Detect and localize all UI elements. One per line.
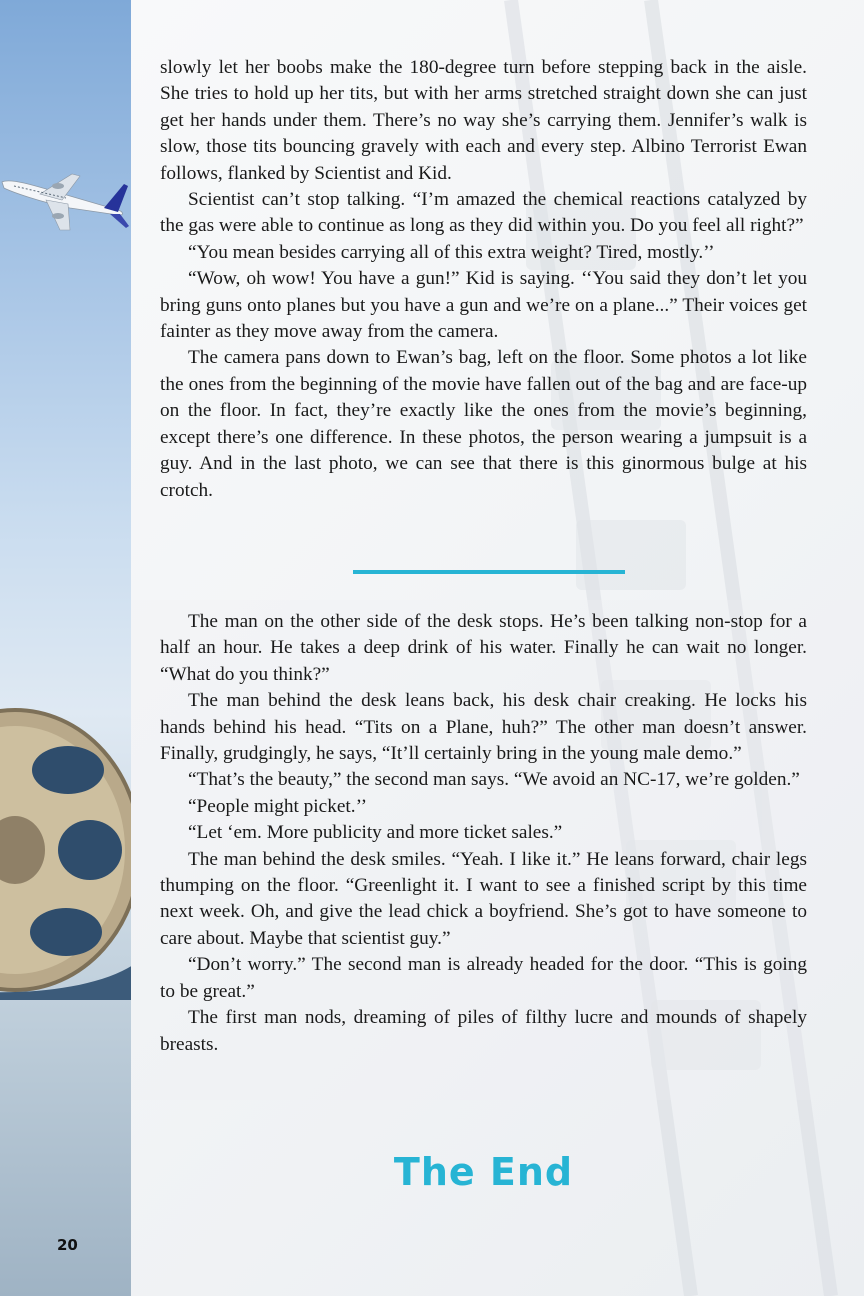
paragraph: “People might picket.’’ bbox=[188, 795, 368, 817]
airplane-icon bbox=[0, 170, 131, 240]
decorative-sidebar bbox=[0, 0, 131, 1296]
paragraph: slowly let her boobs make the 180-degree turn before stepping back in the aisle. She tries to hold up her tits, but with her arms stretched straight down she can just get her hands under them. There’s no way she’s carrying them. Jennifer’s walk is slow, those tits bouncing gravely with each and every step. Albino Terrorist Ewan follows, flanked by Scientist and Kid. bbox=[160, 57, 807, 184]
paragraph: “That’s the beauty,” the second man says. “We avoid an NC-17, we’re golden.” bbox=[188, 769, 800, 791]
section-divider bbox=[353, 570, 625, 574]
paragraph: The man behind the desk leans back, his desk chair creaking. He locks his hands behind his head. “Tits on a Plane, huh?” The other man doesn’t answer. Finally, grudgingly, he says, “It’ll certainly bring in the young male demo.” bbox=[160, 690, 807, 765]
story-section-2 bbox=[160, 609, 807, 1058]
paragraph: “Wow, oh wow! You have a gun!” Kid is saying. ‘‘You said they don’t let you bring guns onto planes but you have a gun and we’re on a plane...” Their voices get fainter as they move away from the camera. bbox=[160, 268, 807, 343]
paragraph: The man on the other side of the desk stops. He’s been talking non-stop for a half an hour. He takes a deep drink of his water. Finally he can wait no longer. “What do you think?” bbox=[160, 611, 807, 685]
film-reel-icon bbox=[0, 700, 131, 1000]
paragraph: Scientist can’t stop talking. “I’m amazed the chemical reactions catalyzed by the gas were able to continue as long as they did within you. Do you feel all right?” bbox=[160, 189, 807, 237]
paragraph: The first man nods, dreaming of piles of filthy lucre and mounds of shapely breasts. bbox=[160, 1007, 807, 1055]
paragraph: “You mean besides carrying all of this extra weight? Tired, mostly.’’ bbox=[188, 241, 715, 263]
paragraph: “Don’t worry.” The second man is already headed for the door. “This is going to be great.” bbox=[160, 954, 807, 1002]
page-content bbox=[131, 0, 864, 1296]
paragraph: The camera pans down to Ewan’s bag, left on the floor. Some photos a lot like the ones from the beginning of the movie have fallen out of the bag and are face-up on the floor. In fact, they’re exactly like the ones from the movie’s beginning, except there’s one difference. In these photos, the person wearing a jumpsuit is a guy. And in the last photo, we can see that there is this ginormous bulge at his crotch. bbox=[160, 347, 807, 501]
page-number: 20 bbox=[57, 1236, 78, 1254]
the-end-title: The End bbox=[393, 1150, 574, 1194]
paragraph: The man behind the desk smiles. “Yeah. I like it.” He leans forward, chair legs thumping on the floor. “Greenlight it. I want to see a finished script by this time next week. Oh, and give the lead chick a boyfriend. She’s got to have someone to care about. Maybe that scientist guy.” bbox=[160, 848, 807, 949]
paragraph: “Let ‘em. More publicity and more ticket sales.” bbox=[188, 822, 563, 844]
story-section-1 bbox=[160, 55, 807, 504]
